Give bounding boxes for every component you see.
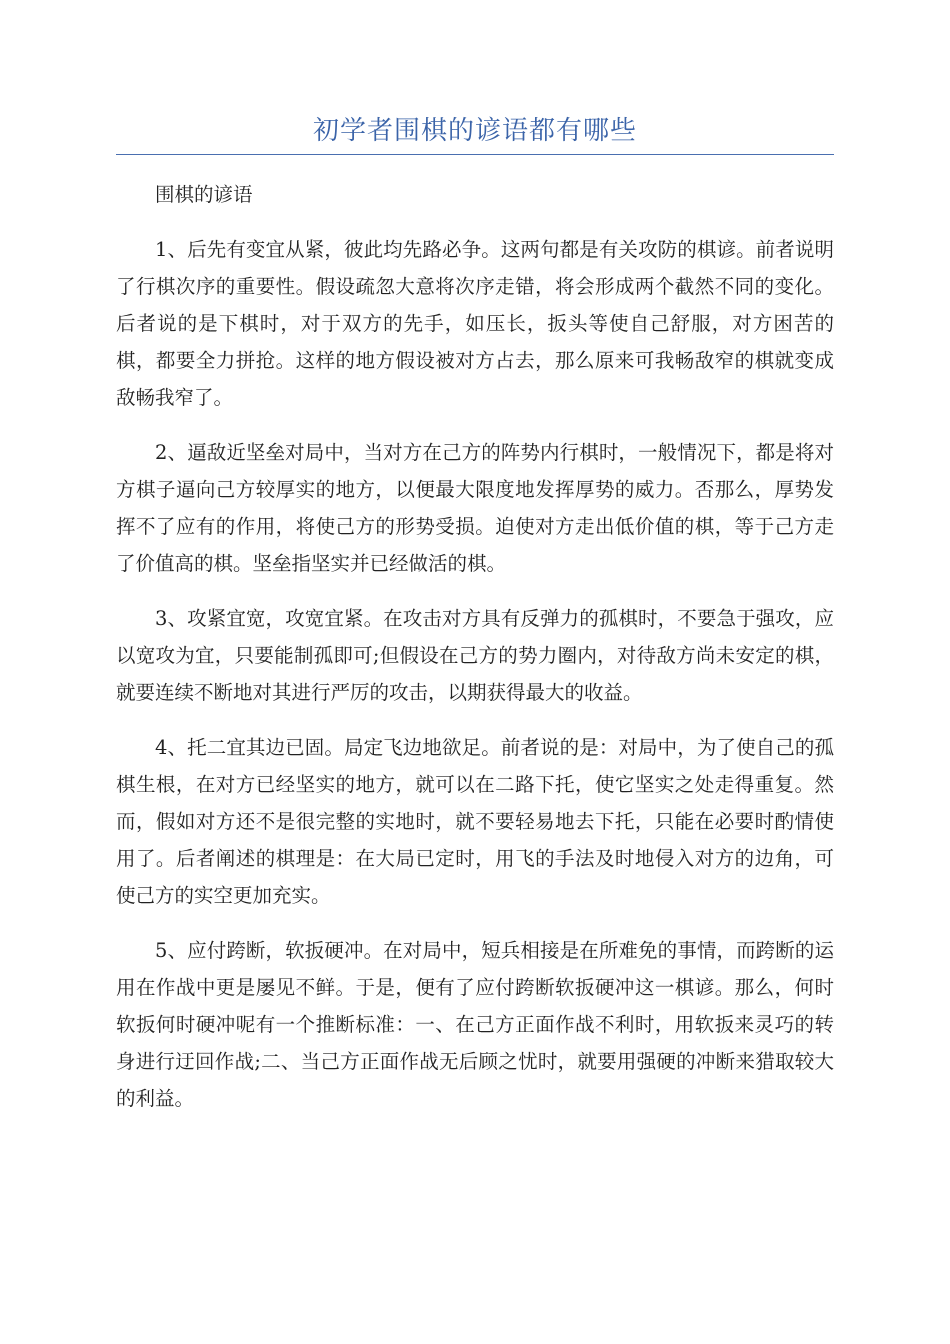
paragraph-3: 3、攻紧宜宽，攻宽宜紧。在攻击对方具有反弹力的孤棋时，不要急于强攻，应以宽攻为宜，只要能制孤即可;但假设在己方的势力圈内，对待敌方尚未安定的棋，就要连续不断地对其进行严厉的攻击，以期获得最大的收益。 [116,607,834,704]
document-body [116,176,834,1135]
paragraph-1: 1、后先有变宜从紧，彼此均先路必争。这两句都是有关攻防的棋谚。前者说明了行棋次序的重要性。假设疏忽大意将次序走错，将会形成两个截然不同的变化。后者说的是下棋时，对于双方的先手，如压长，扳头等使自己舒服，对方困苦的棋，都要全力拼抢。这样的地方假设被对方占去，那么原来可我畅敌窄的棋就变成敌畅我窄了。 [116,238,834,409]
paragraph-5: 5、应付跨断，软扳硬冲。在对局中，短兵相接是在所难免的事情，而跨断的运用在作战中更是屡见不鲜。于是，便有了应付跨断软扳硬冲这一棋谚。那么，何时软扳何时硬冲呢有一个推断标准：一、在己方正面作战不利时，用软扳来灵巧的转身进行迂回作战;二、当己方正面作战无后顾之忧时，就要用强硬的冲断来猎取较大的利益。 [116,939,834,1110]
title-underline [116,154,834,155]
section-heading: 围棋的谚语 [155,183,253,206]
page-title: 初学者围棋的谚语都有哪些 [312,116,637,146]
paragraph-4: 4、托二宜其边已固。局定飞边地欲足。前者说的是：对局中，为了使自己的孤棋生根，在对方已经坚实的地方，就可以在二路下托，使它坚实之处走得重复。然而，假如对方还不是很完整的实地时，就不要轻易地去下托，只能在必要时酌情使用了。后者阐述的棋理是：在大局已定时，用飞的手法及时地侵入对方的边角，可使己方的实空更加充实。 [116,736,834,907]
paragraph-2: 2、逼敌近坚垒对局中，当对方在己方的阵势内行棋时，一般情况下，都是将对方棋子逼向己方较厚实的地方，以便最大限度地发挥厚势的威力。否那么，厚势发挥不了应有的作用，将使己方的形势受损。迫使对方走出低价值的棋，等于己方走了价值高的棋。坚垒指坚实并已经做活的棋。 [116,441,834,575]
